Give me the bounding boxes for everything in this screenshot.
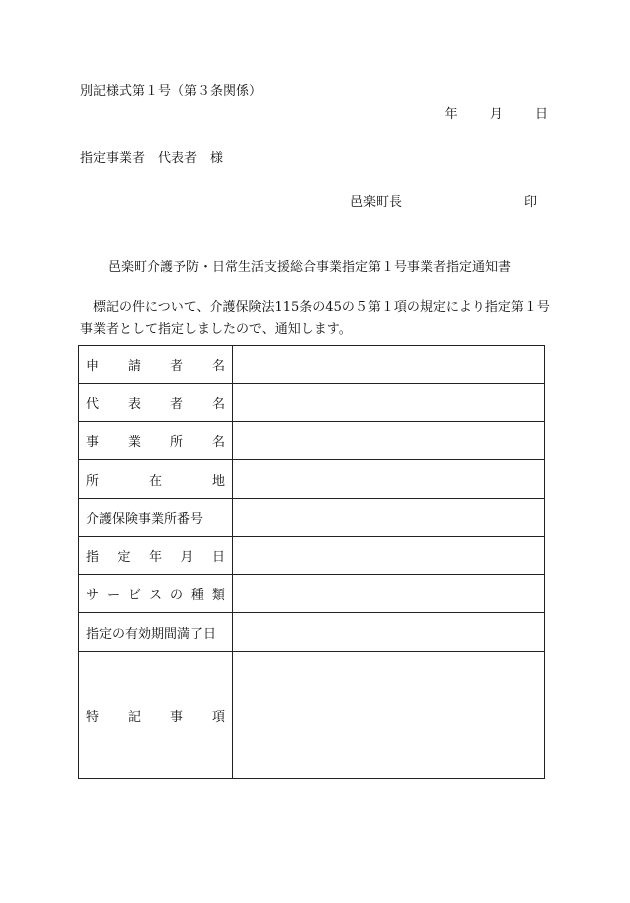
label-char: 業	[127, 435, 141, 450]
label-char: 指定の有効期間満了日	[86, 626, 217, 642]
label-char: 項	[211, 709, 225, 725]
label-char: 名	[211, 359, 225, 374]
table-row-designation-date	[79, 537, 545, 575]
designation-date-value[interactable]	[233, 537, 545, 575]
notice-body: 標記の件について、介護保険法115条の45の５第１項の規定により指定第１号事業者として指定しましたので、通知します。	[80, 300, 550, 337]
month-label: 月	[489, 107, 503, 122]
applicant-name-value[interactable]	[233, 346, 545, 384]
label-char: 月	[180, 550, 194, 565]
label-char: 日	[211, 550, 225, 565]
form-number: 別記様式第１号（第３条関係）	[80, 84, 263, 99]
office-name-value[interactable]	[233, 422, 545, 460]
issuer: 邑楽町長	[350, 195, 403, 210]
table-row-applicant-name	[79, 346, 545, 384]
service-type-label	[79, 575, 233, 613]
label-char: ビ	[127, 588, 141, 603]
label-char: 記	[127, 709, 141, 725]
label-char: 在	[148, 473, 162, 489]
table-row-representative-name	[79, 384, 545, 422]
insurance-office-number-label	[79, 499, 233, 537]
label-char: 請	[127, 359, 141, 374]
table-row-insurance-office-number	[79, 499, 545, 537]
date-line	[445, 103, 548, 122]
label-char: 者	[169, 397, 183, 412]
table-row-service-type	[79, 575, 545, 613]
table-row-special-notes	[79, 652, 545, 779]
label-char: 類	[211, 588, 225, 603]
designation-expiry-date-value[interactable]	[233, 613, 545, 652]
label-char: 所	[86, 473, 100, 489]
label-char: 名	[211, 397, 225, 412]
label-char: の	[169, 588, 183, 603]
label-char: 年	[148, 550, 162, 565]
label-char: 者	[169, 359, 183, 374]
representative-name-value[interactable]	[233, 384, 545, 422]
designation-date-label	[79, 537, 233, 575]
label-char: サ	[86, 588, 100, 603]
details-table	[78, 345, 545, 779]
representative-name-label	[79, 384, 233, 422]
addressee: 指定事業者 代表者 様	[80, 151, 224, 166]
day-label: 日	[534, 107, 548, 122]
office-name-label	[79, 422, 233, 460]
label-char: 表	[127, 397, 141, 412]
label-char: 事	[169, 709, 183, 725]
table-row-office-name	[79, 422, 545, 460]
label-char: 特	[86, 709, 100, 725]
label-char: 種	[190, 588, 204, 603]
label-char: 申	[86, 359, 100, 374]
applicant-name-label	[79, 346, 233, 384]
service-type-value[interactable]	[233, 575, 545, 613]
label-char: 地	[211, 473, 225, 489]
label-char: ス	[148, 588, 162, 603]
seal-mark: 印	[524, 195, 538, 210]
year-label: 年	[444, 107, 458, 122]
document-title: 邑楽町介護予防・日常生活支援総合事業指定第１号事業者指定通知書	[108, 260, 512, 275]
special-notes-label	[79, 652, 233, 779]
label-char: 定	[117, 550, 131, 565]
location-label	[79, 460, 233, 499]
label-char: 介護保険事業所番号	[86, 512, 204, 527]
label-char: ー	[106, 588, 120, 603]
special-notes-value[interactable]	[233, 652, 545, 779]
table-row-designation-expiry-date	[79, 613, 545, 652]
label-char: 所	[169, 435, 183, 450]
label-char: 事	[86, 435, 100, 450]
label-char: 指	[86, 550, 100, 565]
table-row-location	[79, 460, 545, 499]
label-char: 代	[86, 397, 100, 412]
designation-expiry-date-label	[79, 613, 233, 652]
label-char: 名	[211, 435, 225, 450]
insurance-office-number-value[interactable]	[233, 499, 545, 537]
location-value[interactable]	[233, 460, 545, 499]
